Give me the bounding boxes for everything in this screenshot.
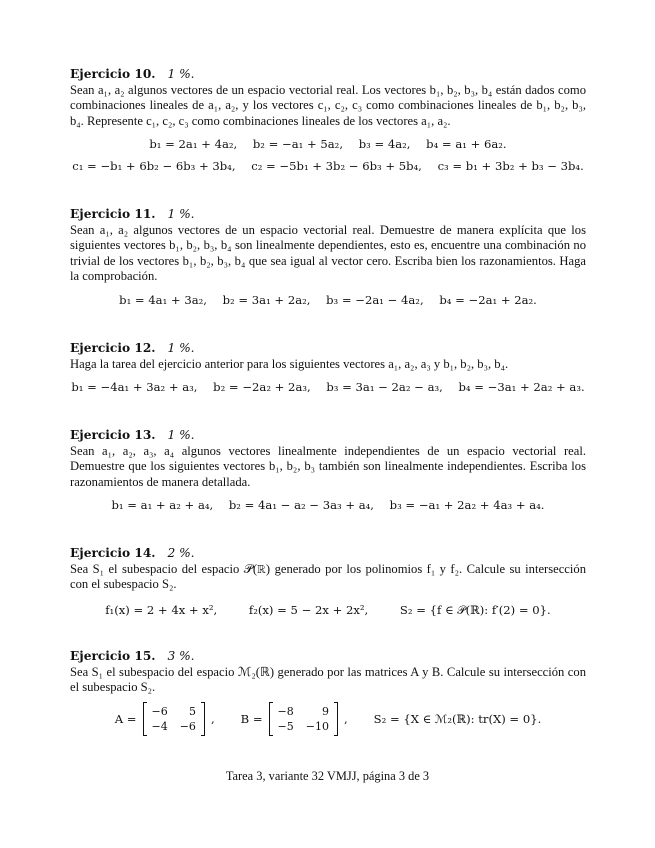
equation-line [58, 158, 598, 174]
equation: c₃ = b₁ + 3b₂ + b₃ − 3b₄. [437, 159, 584, 174]
exercise-text: Sean a₁, a₂, a₃, a₄ algunos vectores linealmente independientes de un espacio vectorial real. Demuestre que los siguientes vectores b₁, b₂, b₃ también son linealmente independientes. Escriba los razonamientos de manera detallada. [70, 444, 586, 489]
equation-line [58, 379, 598, 395]
matrix-a-label: A = [114, 711, 137, 726]
exercise-label: Ejercicio 15. [70, 649, 156, 663]
exercise-12 [70, 341, 586, 395]
exercise-percent: 2 %. [167, 546, 195, 560]
exercise-percent: 1 %. [167, 207, 195, 221]
equation: b₂ = −2a₂ + 2a₃, [213, 380, 311, 395]
matrix-entry: −5 [277, 719, 294, 733]
exercise-percent: 1 %. [167, 428, 195, 442]
exercise-label: Ejercicio 13. [70, 428, 156, 442]
equation: f₁(x) = 2 + 4x + x², [105, 602, 218, 617]
exercise-label: Ejercicio 14. [70, 546, 156, 560]
exercise-13 [70, 428, 586, 513]
equation: c₂ = −5b₁ + 3b₂ − 6b₃ + 5b₄, [251, 159, 422, 174]
equation: b₃ = −a₁ + 2a₂ + 4a₃ + a₄. [389, 498, 545, 513]
exercise-title [70, 207, 586, 222]
equation-line [70, 602, 586, 618]
exercise-title [70, 428, 586, 443]
matrix-b-label: B = [240, 711, 263, 726]
matrix-entry: −6 [179, 719, 196, 733]
exercise-text: Sean a₁, a₂ algunos vectores de un espacio vectorial real. Demuestre de manera explícita que los siguientes vectores b₁, b₂, b₃, b₄ son linealmente dependientes, esto es, encuentre una combinación no trivial de los vectores b₁, b₂, b₃, b₄ que sea igual al vector cero. Escriba bien los razonamientos. Haga la comprobación. [70, 223, 586, 284]
equation: b₁ = 4a₁ + 3a₂, [119, 292, 207, 307]
matrix-entry: −10 [305, 719, 329, 733]
matrix-entry: 5 [188, 704, 196, 718]
matrix-a-group: A = −6 5 −4 −6 , [115, 702, 215, 736]
matrix-entry: −4 [151, 719, 168, 733]
equation: b₁ = a₁ + a₂ + a₄, [111, 498, 214, 513]
exercise-label: Ejercicio 11. [70, 207, 156, 221]
exercise-title [70, 546, 586, 561]
exercise-10 [70, 67, 586, 174]
exercise-percent: 1 %. [167, 341, 195, 355]
equation-line [70, 292, 586, 308]
equation: b₃ = 4a₂, [358, 137, 411, 152]
equation: b₂ = 3a₁ + 2a₂, [222, 292, 311, 307]
equation: b₁ = −4a₁ + 3a₂ + a₃, [71, 380, 198, 395]
matrix-entry: −6 [151, 704, 168, 718]
equation: b₃ = 3a₁ − 2a₂ − a₃, [326, 380, 443, 395]
matrix-b [269, 702, 338, 736]
matrix-row [70, 702, 586, 736]
exercise-percent: 1 %. [167, 67, 195, 81]
exercise-text: Sea S₁ el subespacio del espacio ℳ₂(ℝ) generado por las matrices A y B. Calcule su intersección con el subespacio S₂. [70, 665, 586, 695]
s2-definition: S₂ = {X ∈ ℳ₂(ℝ): tr(X) = 0}. [373, 711, 542, 726]
equation-line [70, 136, 586, 152]
equation: f₂(x) = 5 − 2x + 2x², [248, 602, 369, 617]
equation: c₁ = −b₁ + 6b₂ − 6b₃ + 3b₄, [72, 159, 236, 174]
exercise-label: Ejercicio 10. [70, 67, 156, 81]
equation: b₁ = 2a₁ + 4a₂, [149, 137, 238, 152]
exercise-14 [70, 546, 586, 618]
exercise-text: Sean a₁, a₂ algunos vectores de un espacio vectorial real. Los vectores b₁, b₂, b₃, b₄ están dados como combinaciones lineales de a₁, a₂, y los vectores c₁, c₂, c₃ como combinaciones lineales de b₁, b₂, b₃, b₄. Represente c₁, c₂, c₃ como combinaciones lineales de los vectores a₁, a₂. [70, 83, 586, 128]
equation: b₄ = a₁ + 6a₂. [426, 137, 507, 152]
matrix-a [143, 702, 205, 736]
equation: b₄ = −3a₁ + 2a₂ + a₃. [458, 380, 585, 395]
matrix-b-group: B = −8 9 −5 −10 , [241, 702, 348, 736]
exercise-title [70, 341, 586, 356]
exercise-title [70, 649, 586, 664]
matrix-entry: 9 [321, 704, 329, 718]
equation: b₂ = 4a₁ − a₂ − 3a₃ + a₄, [228, 498, 374, 513]
equation: b₄ = −2a₁ + 2a₂. [439, 292, 537, 307]
exercise-text: Haga la tarea del ejercicio anterior para los siguientes vectores a₁, a₂, a₃ y b₁, b₂, b₃, b₄. [70, 357, 509, 371]
exercise-text: Sea S₁ el subespacio del espacio 𝒫(ℝ) generado por los polinomios f₁ y f₂. Calcule su intersección con el subespacio S₂. [70, 562, 586, 592]
exercise-title [70, 67, 586, 82]
equation: b₂ = −a₁ + 5a₂, [252, 137, 344, 152]
exercise-percent: 3 %. [167, 649, 195, 663]
matrix-entry: −8 [277, 704, 294, 718]
exercise-11 [70, 207, 586, 308]
s2-group [374, 712, 542, 726]
exercise-15 [70, 649, 586, 736]
page-footer: Tarea 3, variante 32 VMJJ, página 3 de 3 [225, 769, 430, 783]
exercise-label: Ejercicio 12. [70, 341, 156, 355]
equation: S₂ = {f ∈ 𝒫(ℝ): f′(2) = 0}. [399, 602, 551, 617]
equation: b₃ = −2a₁ − 4a₂, [326, 292, 424, 307]
equation-line [70, 497, 586, 513]
